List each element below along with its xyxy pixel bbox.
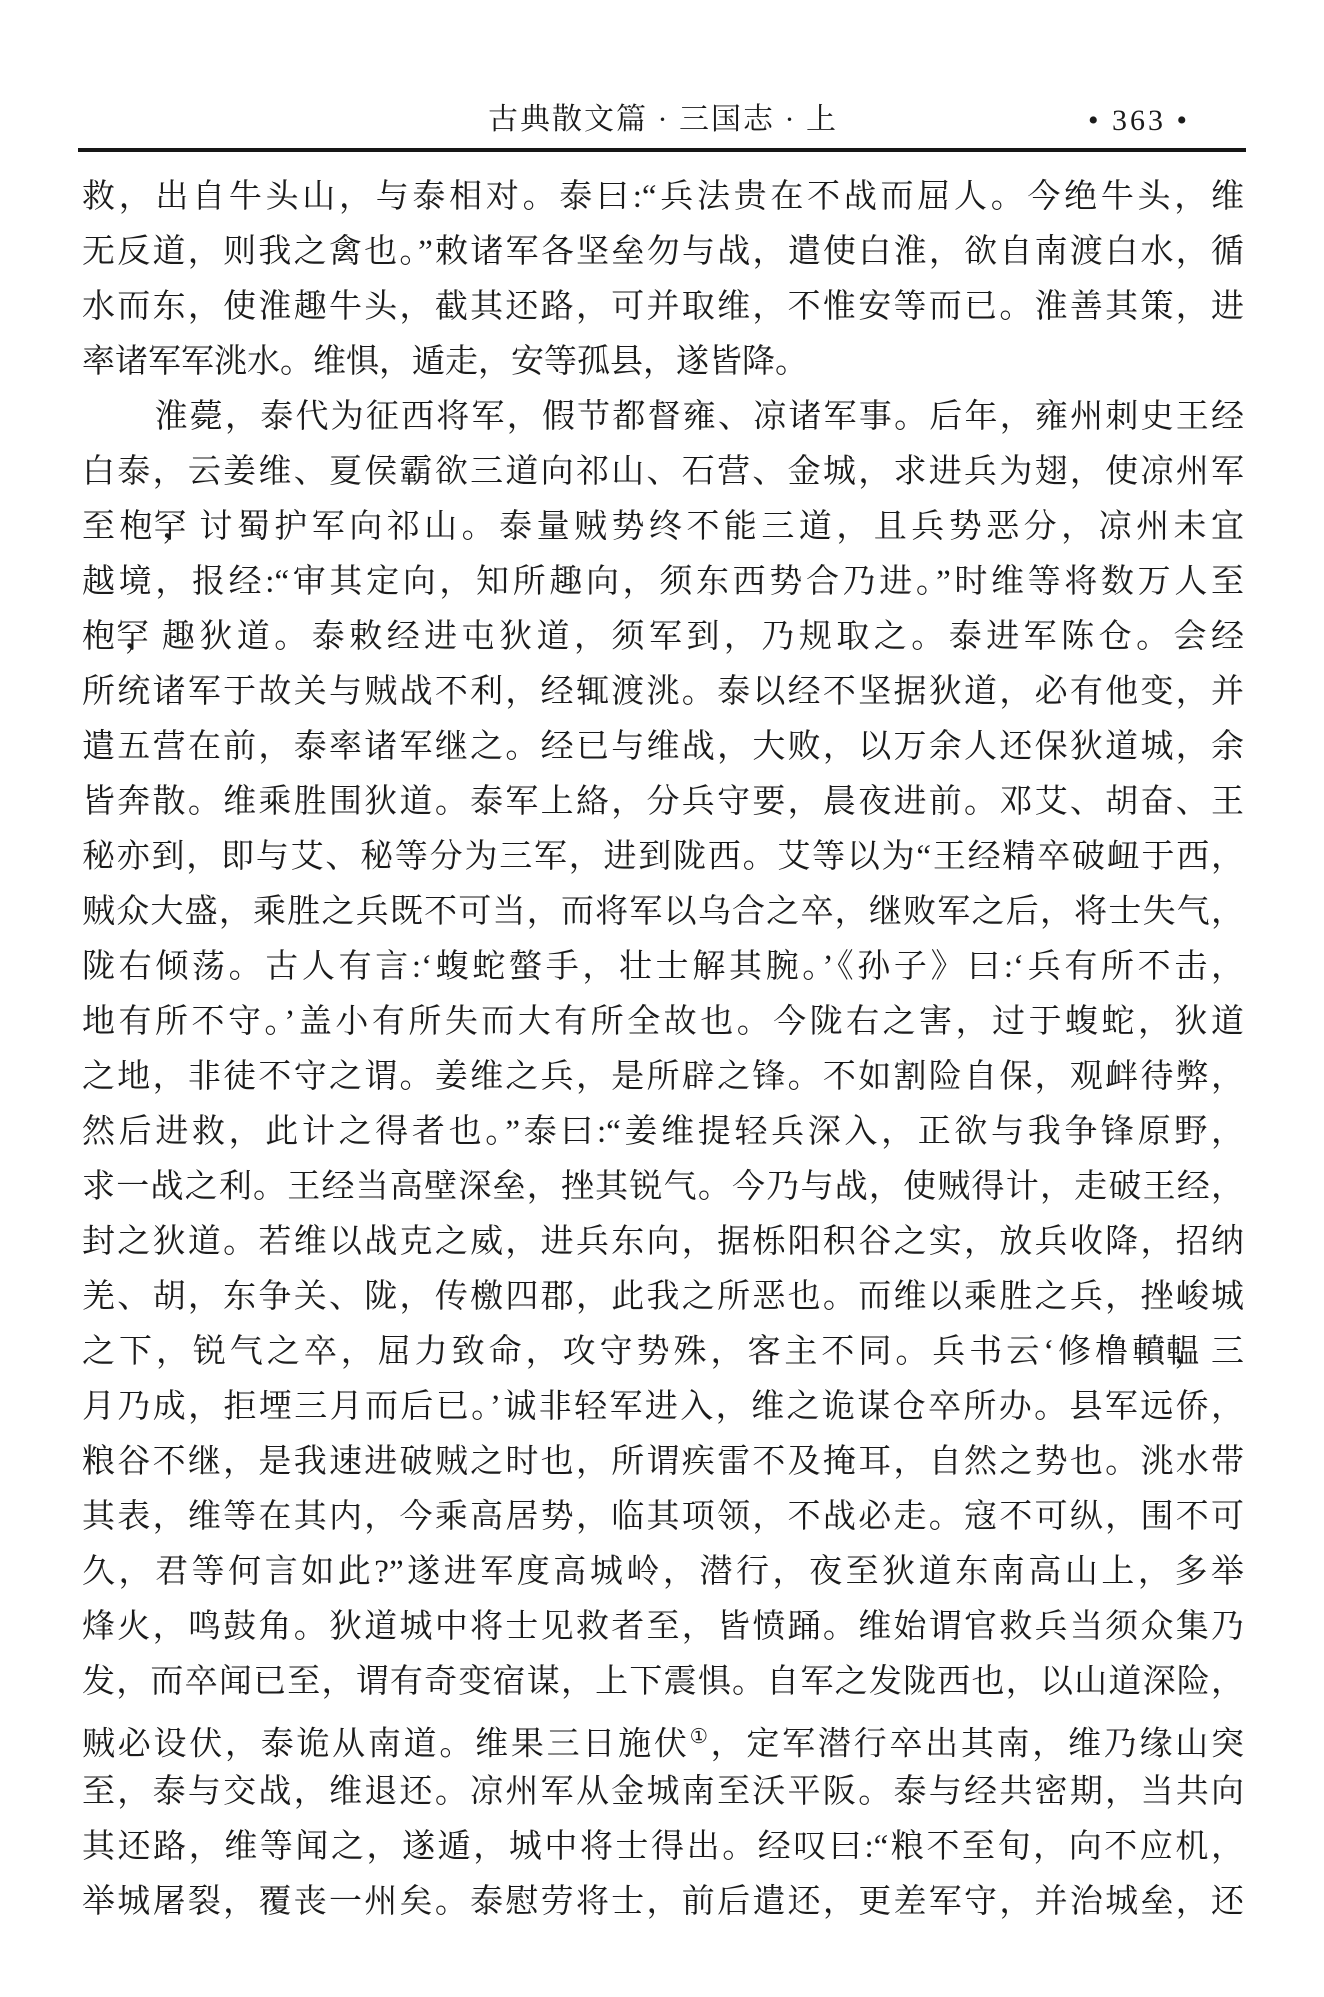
text-line: 然后进救，此计之得者也。”泰曰:“姜维提轻兵深入，正欲与我争锋原野， — [82, 1114, 1244, 1150]
text-line: 烽火，鸣鼓角。狄道城中将士见救者至，皆愤踊。维始谓官救兵当须众集乃 — [82, 1609, 1244, 1645]
text-line: 淮薨，泰代为征西将军，假节都督雍、凉诸军事。后年，雍州刺史王经 — [154, 399, 1244, 435]
text-line — [82, 1710, 1244, 1765]
text-line: 举城屠裂，覆丧一州矣。泰慰劳将士，前后遣还，更差军守，并治城垒，还 — [82, 1884, 1244, 1920]
text-segment: ，讨蜀护军向祁山。泰量贼势终不能三道，且兵势恶分，凉州未宜 — [157, 509, 1244, 545]
text-line: 白泰，云姜维、夏侯霸欲三道向祁山、石营、金城，求进兵为翅，使凉州军 — [82, 454, 1244, 490]
text-line: 率诸军军洮水。维惧，遁走，安等孤县，遂皆降。 — [82, 344, 808, 380]
overprinted-glyphs: 轒輼 — [1132, 1334, 1171, 1370]
text-line: 遣五营在前，泰率诸军继之。经已与维战，大败，以万余人还保狄道城，余 — [82, 729, 1244, 765]
text-line: 月乃成，拒堙三月而后已。’诚非轻军进入，维之诡谋仓卒所办。县军远侨， — [82, 1389, 1244, 1425]
running-title: 古典散文篇 · 三国志 · 上 — [488, 103, 838, 136]
text-line: 久，君等何言如此?”遂进军度高城岭，潜行，夜至狄道东南高山上，多举 — [82, 1554, 1244, 1590]
body-text — [82, 170, 1244, 1930]
text-line: 求一战之利。王经当高壁深垒，挫其锐气。今乃与战，使贼得计，走破王经， — [82, 1169, 1244, 1205]
text-segment: ，趣狄道。泰敕经进屯狄道，须军到，乃规取之。泰进军陈仓。会经 — [119, 619, 1244, 655]
text-segment: ，三 — [1170, 1334, 1245, 1370]
text-line: 秘亦到，即与艾、秘等分为三军，进到陇西。艾等以为“王经精卒破衄于西， — [82, 839, 1244, 875]
text-segment: ，定军潜行卒出其南，维乃缘山突 — [710, 1726, 1244, 1763]
text-line: 地有所不守。’盖小有所失而大有所全故也。今陇右之害，过于蝮蛇，狄道 — [82, 1004, 1244, 1040]
text-line: 皆奔散。维乘胜围狄道。泰军上絡，分兵守要，晨夜进前。邓艾、胡奋、王 — [82, 784, 1244, 820]
page-header — [82, 92, 1244, 138]
text-line: 无反道，则我之禽也。”敕诸军各坚垒勿与战，遣使白淮，欲自南渡白水，循 — [82, 234, 1244, 270]
text-line: 发，而卒闻已至，谓有奇变宿谋，上下震惧。自军之发陇西也，以山道深险， — [82, 1664, 1244, 1700]
overprinted-glyphs: 枹罕 — [119, 509, 158, 545]
text-line: 贼众大盛，乘胜之兵既不可当，而将军以乌合之卒，继败军之后，将士失气， — [82, 894, 1244, 930]
text-line: 所统诸军于故关与贼战不利，经辄渡洮。泰以经不坚据狄道，必有他变，并 — [82, 674, 1244, 710]
header-rule — [78, 148, 1246, 152]
text-segment: 之下，锐气之卒，屈力致命，攻守势殊，客主不同。兵书云‘修橹 — [82, 1334, 1133, 1370]
text-line: 救，出自牛头山，与泰相对。泰曰:“兵法贵在不战而屈人。今绝牛头，维 — [82, 179, 1244, 215]
text-line: 至，泰与交战，维退还。凉州军从金城南至沃平阪。泰与经共密期，当共向 — [82, 1774, 1244, 1810]
footnote-ref: ① — [689, 1726, 711, 1748]
text-line — [82, 500, 1244, 555]
text-line — [82, 610, 1244, 665]
text-line: 其表，维等在其内，今乘高居势，临其项领，不战必走。寇不可纵，围不可 — [82, 1499, 1244, 1535]
text-line — [82, 1325, 1244, 1380]
text-line: 陇右倾荡。古人有言:‘蝮蛇螫手，壮士解其腕。’《孙子》曰:‘兵有所不击， — [82, 949, 1244, 985]
text-line: 其还路，维等闻之，遂遁，城中将士得出。经叹曰:“粮不至旬，向不应机， — [82, 1829, 1244, 1865]
text-line: 之地，非徒不守之谓。姜维之兵，是所辟之锋。不如割险自保，观衅待弊， — [82, 1059, 1244, 1095]
text-line: 羌、胡，东争关、陇，传檄四郡，此我之所恶也。而维以乘胜之兵，挫峻城 — [82, 1279, 1244, 1315]
text-line: 封之狄道。若维以战克之威，进兵东向，据栎阳积谷之实，放兵收降，招纳 — [82, 1224, 1244, 1260]
text-segment: 贼必设伏，泰诡从南道。维果三日施伏 — [82, 1726, 690, 1763]
text-line: 越境，报经:“审其定向，知所趣向，须东西势合乃进。”时维等将数万人至 — [82, 564, 1244, 600]
page-number: • 363 • — [1087, 104, 1190, 137]
overprinted-glyphs: 枹罕 — [82, 619, 120, 655]
text-line: 水而东，使淮趣牛头，截其还路，可并取维，不惟安等而已。淮善其策，进 — [82, 289, 1244, 325]
text-segment: 至 — [82, 509, 120, 545]
text-line: 粮谷不继，是我速进破贼之时也，所谓疾雷不及掩耳，自然之势也。洮水带 — [82, 1444, 1244, 1480]
